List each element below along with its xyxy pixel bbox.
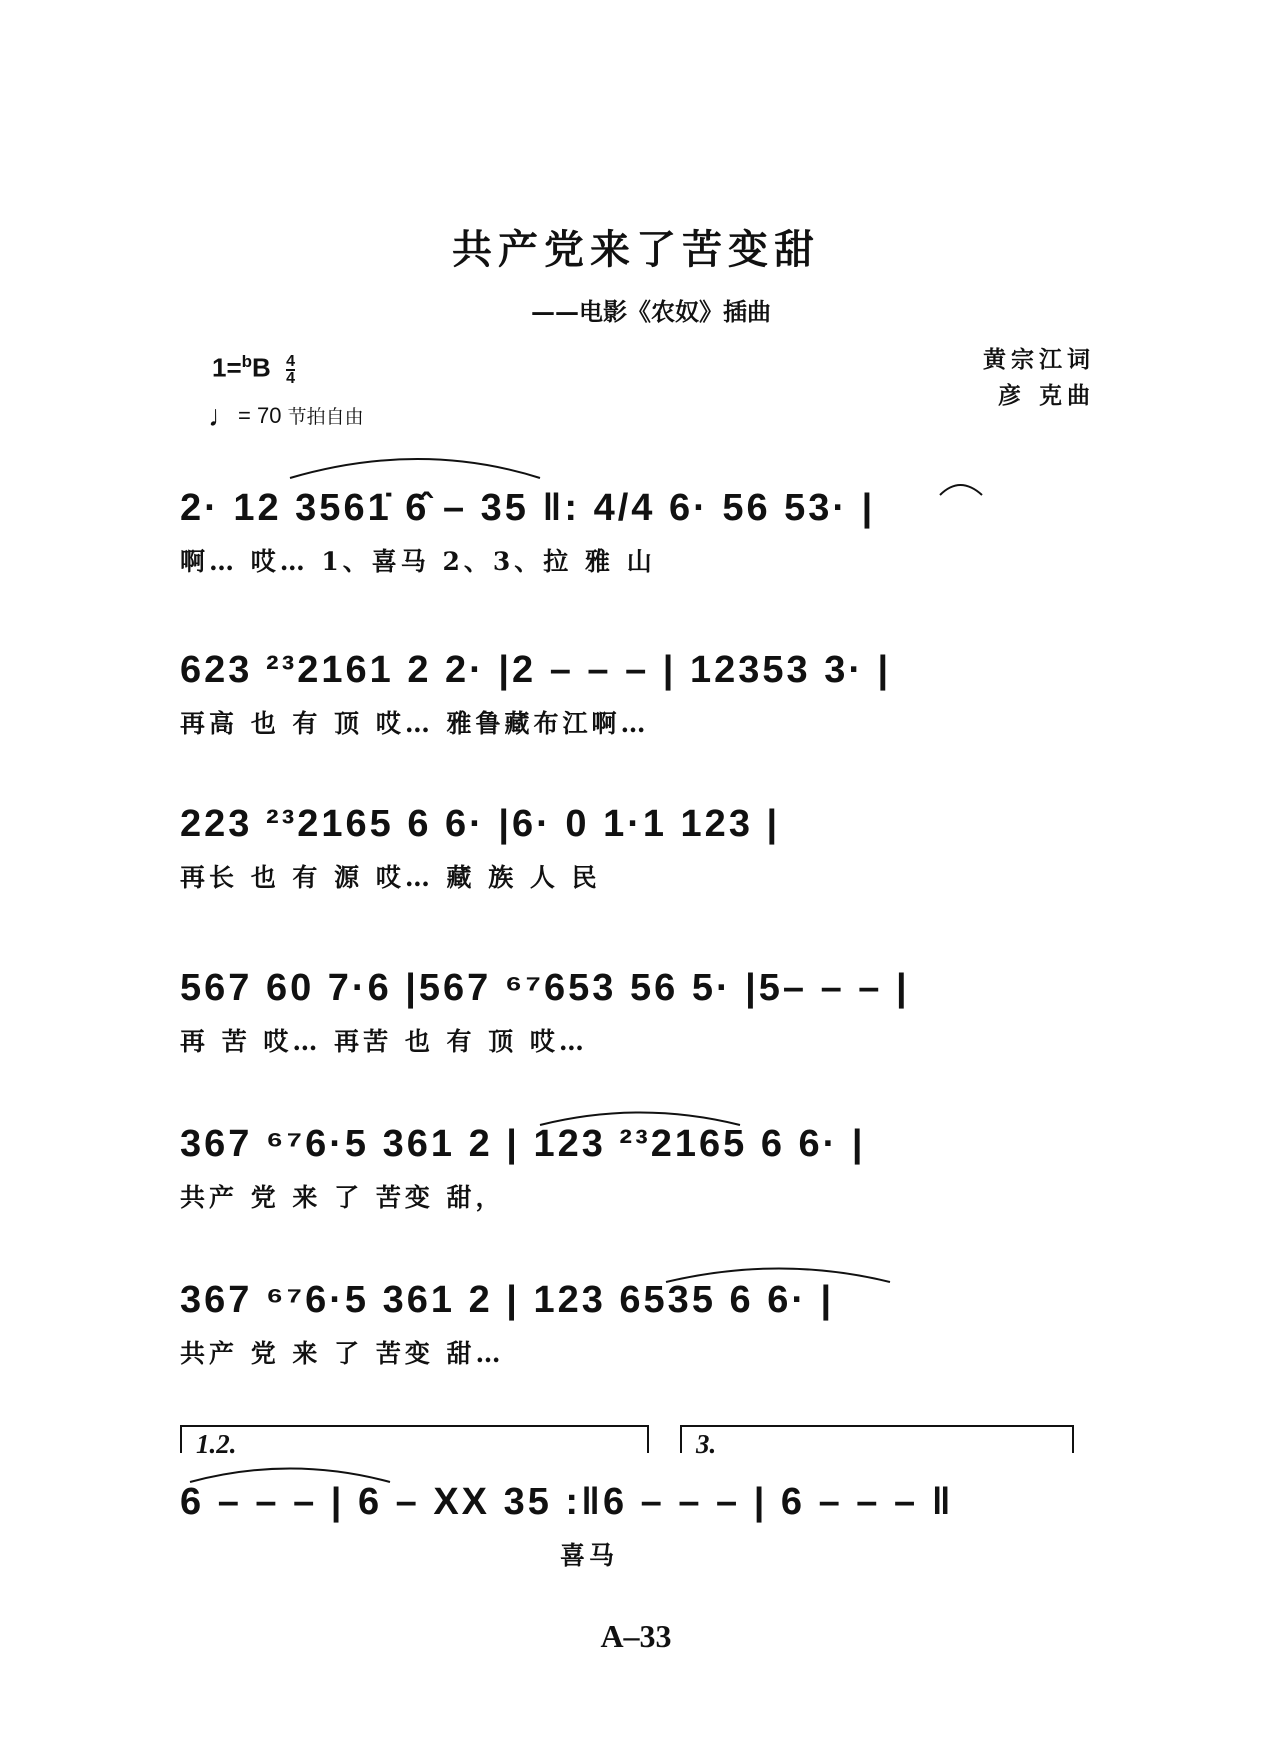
lyrics-line: 再长 也 有 源 哎… 藏 族 人 民 xyxy=(180,863,601,892)
notes-line: 6 – – – | 6 – XX 35 :‖6 – – – | 6 – – – ‖ xyxy=(180,1481,954,1523)
key-prefix: 1= xyxy=(212,352,242,383)
song-title: 共产党来了苦变甜 xyxy=(452,226,820,273)
score-row xyxy=(180,1120,1100,1240)
volta-bracket-second xyxy=(680,1425,1074,1459)
tempo-value: = 70 xyxy=(238,402,282,428)
score-row xyxy=(180,484,1100,604)
quarter-note-icon: ♩ xyxy=(208,400,238,433)
time-signature xyxy=(286,354,295,386)
page-number: A–33 xyxy=(600,1618,672,1654)
lyrics-line: 喜马 xyxy=(560,1541,619,1570)
notes-line: 367 ⁶⁷6·5 361 2 | 123 ²³2165 6 6· | xyxy=(180,1123,866,1165)
score-row xyxy=(180,1276,1100,1396)
song-subtitle: ——电影《农奴》插曲 xyxy=(531,297,771,326)
volta-label: 3. xyxy=(696,1429,717,1459)
notes-line: 567 60 7·6 |567 ⁶⁷653 56 5· |5– – – | xyxy=(180,967,910,1009)
volta-bracket-first xyxy=(180,1425,649,1459)
volta-label: 1.2. xyxy=(196,1429,237,1459)
score-row xyxy=(180,964,1100,1084)
score-row xyxy=(180,800,1100,920)
tempo-free-text: 节拍自由 xyxy=(287,406,364,428)
lyrics-line: 啊… 哎… 1、喜马 2、3、拉 雅 山 xyxy=(180,547,656,576)
score-row xyxy=(180,1478,1100,1598)
time-top: 4 xyxy=(286,352,295,370)
composer: 彦 克曲 xyxy=(997,382,1095,409)
slur xyxy=(290,459,540,478)
lyricist: 黄宗江词 xyxy=(983,346,1095,373)
notes-line: 223 ²³2165 6 6· |6· 0 1·1 123 | xyxy=(180,803,781,845)
lyrics-line: 再 苦 哎… 再苦 也 有 顶 哎… xyxy=(180,1027,588,1056)
flat-sign: b xyxy=(241,352,253,371)
time-bottom: 4 xyxy=(286,369,295,387)
notes-line: 623 ²³2161 2 2· |2 – – – | 12353 3· | xyxy=(180,649,892,691)
key-note: B xyxy=(252,352,271,383)
notes-line: 2· 12 3561̇ 6̂ – 35 ‖: 4/4 6· 56 53· | xyxy=(180,487,876,529)
lyrics-line: 再高 也 有 顶 哎… 雅鲁藏布江啊… xyxy=(180,709,650,738)
notes-line: 367 ⁶⁷6·5 361 2 | 123 6535 6 6· | xyxy=(180,1279,835,1321)
lyrics-line: 共产 党 来 了 苦变 甜… xyxy=(180,1339,505,1368)
score-row xyxy=(180,646,1100,766)
tempo-marking xyxy=(208,400,364,434)
lyrics-line: 共产 党 来 了 苦变 甜， xyxy=(180,1183,505,1212)
credits xyxy=(940,342,1095,414)
key-signature xyxy=(212,352,295,386)
